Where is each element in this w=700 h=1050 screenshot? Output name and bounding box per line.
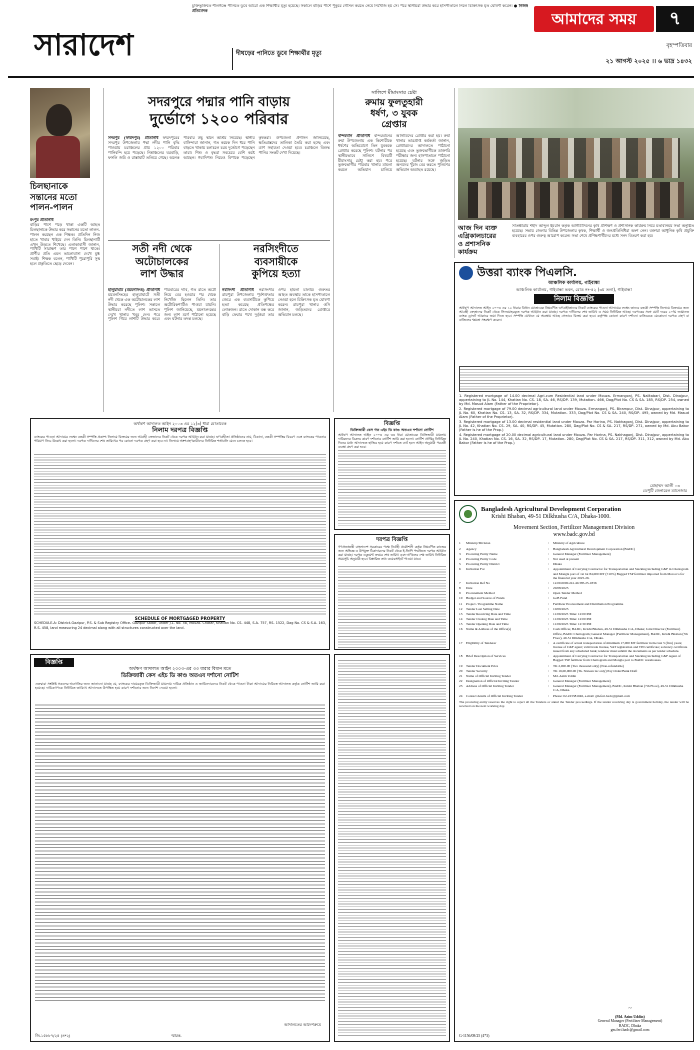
badc-row-colon: : [548, 611, 549, 616]
badc-row [459, 596, 689, 600]
bank-notice-body: অর্থঋণ আদালত আইন ২০০৩ এর ১২ ধারার বিধান মোতাবেক নিম্নবর্ণিত ঋণগ্রহীতাদের নিকট ব্যাংকের পাওনা আদায়ের লক্ষ্যে তাদের বন্ধকী সম্পত্তি নিলামে বিক্রয়ের জন্য আগ্রহী ক্রেতাদের নিকট থেকে সিলমোহরকৃত দরপত্র আহ্বান করা যাচ্ছে। দরপত্র দাখিলের শেষ তারিখ ও সময় নির্ধারিত আছে। দরপত্রের সঙ্গে মোট দরের ২০% জামানত ব্যাংক ড্রাফট আকারে জমা দিতে হবে। সম্পত্তি যেখানে যে অবস্থায় আছে সেভাবে বিক্রয় করা হবে। কর্তৃপক্ষ কোনো কারণ দর্শানো ব্যতিরেকে যেকোনো দরপত্র গ্রহণ বা বাতিলের ক্ষমতা সংরক্ষণ করেন। [459, 305, 689, 323]
badc-row [459, 591, 689, 595]
badc-row [459, 674, 689, 678]
badc-row-key: Budget and Source of Funds [466, 596, 505, 601]
rape-headline [338, 98, 450, 131]
schedule-item-2: 2. Registered mortgage of 79.00 decimal agricultural land under Mouza- Ermangonj, PS- Birampur, Dist- Dinajpur, appertaining to JL No. 60, Khatian No. CS- 13, SA- 32, RS/DP- 334, Mutation- 333, Dag/Plot No. CS & SA- 240, RS/DP- 495, owned by Md. Masud Alam (Father of the Proprietor). [459, 406, 689, 420]
badc-row-value: General Manager (Fertilizer Management), BADC, Krishi Bhaban (7th Floor), 49-51 Dilkhusha C/A, Dhaka. [553, 684, 684, 693]
mid-story-rule [108, 240, 330, 241]
page-number-badge [656, 6, 694, 32]
rape-headline-line1: রুমায় ফুলতুহারী [365, 98, 423, 108]
uttara-bank-auction-ad [454, 262, 694, 496]
caption-line1: আজ দিন ব্যক্ত [458, 224, 497, 232]
auction-tender-notice [30, 418, 330, 650]
badc-row-number: 22 [459, 679, 463, 684]
badc-row-colon: : [548, 585, 549, 590]
teaser-text: চুক্তিভুক্তিতে শীলগঞ্জে পানিতে ডুবে আরো এক শিক্ষার্থীর মৃত্যু হয়েছে। সকালে বাড়ির পাশে পুকুরে গোসল করতে নেমে নিখোঁজ হয় সে। পরে স্থানীয়রা উদ্ধার করে হাসপাতালে নিলে চিকিৎসক মৃত ঘোষণা করেন। [192, 4, 513, 8]
river-headline [108, 244, 216, 282]
badc-row [459, 694, 689, 698]
badc-row-value: Open Tender Method [553, 591, 582, 596]
schedule-item-4: 4. Registered mortgage of 20.00 decimal agricultural land under Mouza- Par Horina, PS- Nakhagonj, Dist- Dinajpur, appertaining to JL No. 240, Khatian No. CS- 16, SA- 32, RS/DP- 17, Mutation- 280, Dag/Plot No. CS & SA- 217, RS/DP- 311, 312, owned by Md. Abu Bakor (Father is he of the Prop.) [459, 432, 689, 446]
tender-title: দরপত্র বিজ্ঞপ্তি [376, 537, 408, 543]
badc-row-key: Tender Security [466, 668, 488, 673]
lead-headline-line2: দুর্ভোগে ১২০০ পরিবার [149, 110, 289, 128]
tender-body: গণপ্রজাতন্ত্রী বাংলাদেশ সরকারের পক্ষে নির্বাহী প্রকৌশলী কর্তৃক নিম্নবর্ণিত কাজের জন্য অভিজ্ঞ ও উপযুক্ত ঠিকাদারদের নিকট থেকে ই-জিপি পদ্ধতিতে দরপত্র আহ্বান করা যাচ্ছে। দরপত্র ডকুমেন্ট ক্রয়ের শেষ তারিখ এবং দাখিলের শেষ তারিখ নির্ধারিত সময়সূচি অনুযায়ী হবে। বিস্তারিত তথ্য ওয়েবসাইটে পাওয়া যাবে। [338, 544, 446, 561]
newspaper-logo [534, 6, 654, 32]
rape-story-body [338, 134, 450, 412]
badc-row-number: 15 [459, 622, 463, 627]
badc-row-value: Appointment of Carrying Contractor for Transportation and Stacking including C&F in Chattogram and Mongla port of 1st lot 84,000 MT (±10%) Bagged TSP fertilizer imported from Morocco for the financial year 2025-26. [553, 567, 689, 580]
badc-signature-mark: ~ [628, 1005, 632, 1012]
section-flag-headline: দীঘড়ের পানিতে ডুবে শিক্ষার্থীর মৃত্যু [236, 50, 322, 57]
badc-row-number: 6 [459, 567, 461, 572]
col-rule-river [219, 244, 220, 412]
badc-row [459, 617, 689, 621]
badc-row-number: 20 [459, 668, 463, 673]
auction-schedule-text: SCHEDULE-A: District-Gazipur, P.S. & Sub Registry Office- Gazipur Sadar, under J.L. No. 58, Mouza- Chatar, Khatian No. CS- 448, S.A- 757, RS- 1522, Dag No. CS & S.A- 163, R.S- 458, land measuring 24 decimal along with all structures constructed over the land. [34, 621, 326, 630]
bank-logo-icon [459, 266, 473, 280]
badc-row-value: 11/09/2025 Time: 12:00 PM [553, 611, 592, 616]
badc-ref: G-1156/08/25 (4*3) [459, 1034, 490, 1039]
badc-row-value: Appointment of Carrying Contractor for Transportation and Stacking including C&F Agent of Bagged TSP fertilizer from Chattogram and Mongla port to BADC warehouses. [553, 654, 681, 663]
badc-row-key: Tender Last Selling Date [466, 606, 500, 611]
badc-row-key: Tender Opening Date and Time [466, 622, 509, 627]
caption-line2: এগ্রিকালচারের [458, 232, 497, 240]
bottom-notice-subtitle2: ডিক্রিজারী কেস এইচ ডি কাণ্ড অতএব দর্শানো নোটিশ [121, 672, 239, 679]
badc-row-number: 8 [459, 585, 461, 590]
badc-row-key: Contact details of Official Inviting Tender [466, 693, 523, 698]
badc-row [459, 669, 689, 673]
badc-row-key: Ministry/Division [466, 541, 491, 546]
badc-row-number: 21 [459, 673, 463, 678]
rape-headline-line3: গ্রেপ্তার [381, 120, 407, 130]
bottom-notice-signoff: আদালতের আদেশক্রমে [284, 1022, 321, 1027]
badc-row-value: A certificate of actual transportation of minimum 17,000 MT fertilizer in the last 5 (five) years; license of C&F agent; valid trade license, VAT registration and TIN certificate; solvency certificate issued from any scheduled bank; tenderer must submit the documents as per tender schedule. [553, 640, 688, 654]
auction-subtitle: অর্থঋণ আদালত আইন ২০০৩ এর ১২(৩) ধারা মোতাবেক [133, 421, 227, 426]
badc-row [459, 679, 689, 683]
badc-row-colon: : [548, 622, 549, 627]
badc-row-key: Address of Official Inviting Tender [466, 684, 514, 689]
badc-row [459, 664, 689, 668]
badc-row [459, 586, 689, 590]
lead-headline [108, 94, 330, 128]
schedule-item-3: 3. Registered mortgage of 13.00 decimal residential land under Mouza- Par Horina, PS- Nakhagonj, Dist- Dinajpur, appertaining to JL No. 42, Khatian No. CS- 29, SA- 40, RS/DP- 45, Mutation- 280, Dag/Plot No. CS & SA- 217, RS/DP- 271, owned by Md. Abu Bakor (Father is he of the Prop.) [459, 419, 689, 433]
badc-row-colon: : [548, 668, 549, 673]
rape-body-text: বান্দরবানের রুমা উপজেলায় এক কিশোরীকে ধর্ষণের অভিযোগে তিন যুবককে গ্রেপ্তার করেছে পুলিশ। ঘটনার পর স্থানীয়ভাবে সালিশে বিষয়টি মীমাংসার চেষ্টা করা হয়। পরে ভুক্তভোগীর পরিবার থানায় মামলা করলে অভিযান চালিয়ে আসামিদের গ্রেপ্তার করা হয়। রুমা থানার ভারপ্রাপ্ত কর্মকর্তা জানান, গ্রেপ্তারদের আদালতে পাঠানো হয়েছে এবং ভুক্তভোগীকে ডাক্তারি পরীক্ষার জন্য হাসপাতালে পাঠানো হয়েছে। ঘটনার সঙ্গে জড়িত অন্যদের খুঁজে বের করতে পুলিশের অভিযান অব্যাহত রয়েছে। [338, 134, 450, 173]
issue-day: বৃহস্পতিবার [666, 43, 692, 49]
badc-dept: Movement Section, Fertilizer Management Division [513, 525, 635, 531]
issue-date: ২১ আগস্ট ২০২৫ ।। ৬ ভাদ্র ১৪৩২ [605, 58, 692, 65]
training-photo-caption [458, 224, 508, 256]
badc-row-colon: : [548, 580, 549, 585]
badc-row-value: Md. Azim Uddin [553, 673, 577, 678]
tender-notice [334, 534, 450, 650]
badc-row-value: Ministry of Agriculture [553, 541, 585, 546]
badc-row-colon: : [548, 627, 549, 632]
badc-row [459, 684, 689, 692]
badc-row-colon: : [548, 673, 549, 678]
badc-row-key: Date [466, 585, 473, 590]
badc-row-number: 16 [459, 627, 463, 632]
badc-row-number: 10 [459, 596, 463, 601]
river-body-text: ময়মনসিংহের হালুয়াঘাটে সতী নদী থেকে এক অটোচালকের লাশ উদ্ধার করেছে পুলিশ। সকালে স্থানীয়রা নদীতে লাশ ভাসতে দেখে থানায় খবর দেন। পরে পুলিশ গিয়ে লাশটি উদ্ধার করে। পরিবারের দাবি, গত রাতে অটো নিয়ে বের হওয়ার পর থেকে নিখোঁজ ছিলেন তিনি। তার অটোরিকশাটিও পাওয়া যায়নি। পুলিশ জানিয়েছে, ময়নাতদন্তের জন্য লাশ মর্গে পাঠানো হয়েছে এবং ঘটনার তদন্ত চলছে। [108, 288, 216, 322]
badc-row-colon: : [548, 693, 549, 698]
badc-row-number: 18 [459, 654, 463, 659]
badc-row-colon: : [548, 679, 549, 684]
auction-body-detail [34, 452, 326, 616]
teacher-headline [30, 182, 98, 214]
badc-row-colon: : [548, 546, 549, 551]
badc-note: The procuring entity reserves the right to reject all the Tenders or annul the Tender proceedings. If the tender receiving day is government holiday, the tender will be received on the next working day. [459, 699, 689, 708]
badc-row-number: 24 [459, 693, 463, 698]
badc-row-colon: : [548, 567, 549, 572]
notice-title-text: নিলাম বিজ্ঞপ্তি [553, 294, 595, 303]
badc-signature [575, 1007, 685, 1033]
decree-org: ডিক্রিজারী কেস গত এইচ ডি কাণ্ড অতএব দর্শানো নোটিশ [350, 427, 434, 432]
badc-row-number: 11 [459, 601, 463, 606]
murder-story-body [222, 288, 330, 412]
masthead-rule [8, 76, 694, 78]
bottom-left-ref: জি-১৫৮৮৭/২৫ (৪*২) [35, 1033, 71, 1039]
badc-row-colon: : [548, 541, 549, 546]
bottom-notice-detail [35, 702, 325, 1002]
badc-row-value: Fertilizer Procurement and Distribution Programme [553, 601, 624, 606]
badc-row [459, 547, 689, 551]
badc-row-key: Procuring Entity Code [466, 557, 497, 562]
caption-line3: ও প্রশাসনিক [458, 240, 491, 248]
col-rule-3 [454, 88, 455, 258]
badc-row [459, 612, 689, 616]
badc-row-number: 17 [459, 640, 463, 645]
schedule-item-1: 1. Registered mortgage of 14.00 decimal Agri-cum Residential land under Mouza- Ermangonj, PS- Nalitabari, Dist- Dinajpur, appertaining to JL No. 144, Khatian No. CS- 18, SA- 46, RS/DP- 139, Mutation- 466, Dag/Plot No. CS & SA- 185, RS/DP- 254, owned by Md. Masud Alam (Father of the Proprietor). [459, 393, 689, 407]
river-story-body [108, 288, 216, 412]
badc-row-value: Cash Officer, BADC, Krishi Bhaban, 49-51 Dilkhusha C/A, Dhaka; Joint Director (Fertilizer) Office, BADC Chattogram; General Manager (Fertilizer Management), BADC, Krishi Bhaban (7th Floor), 49-51 Dilkhusha C/A, Dhaka. [553, 627, 688, 640]
bottom-notice-title [34, 658, 74, 667]
badc-row [459, 552, 689, 556]
decree-notice [334, 418, 450, 530]
badc-org: Bangladesh Agricultural Development Corporation [481, 506, 622, 514]
masthead-teaser [192, 4, 528, 36]
badc-row-colon: : [548, 606, 549, 611]
badc-address: Krishi Bhaban, 49-51 Dilkhusha C/A, Dhaka-1000. [491, 514, 611, 521]
murder-headline-line1: নরসিংদীতে [253, 244, 299, 255]
rape-dateline: বান্দরবান প্রতিনিধি [338, 134, 371, 138]
badc-row-number: 7 [459, 580, 461, 585]
badc-row-value: 20/08/2025 [553, 585, 569, 590]
badc-row-colon: : [548, 562, 549, 567]
badc-row-value: Dhaka [553, 562, 562, 567]
badc-row-colon: : [548, 617, 549, 622]
teacher-headline-line3: পালন-পালন [30, 203, 73, 213]
badc-row-key: Invitation Ref No [466, 580, 490, 585]
training-body-text: সাতক্ষীরায় শহীদ আব্দুল ইমরান কর্তৃক আগামীদিনের কৃষি প্রশিক্ষণ ও প্রশাসনিক কার্যক্রম নিয়ে মতবিনিময় সভা অনুষ্ঠিত হয়েছে। সভায় জেলার বিভিন্ন উপজেলার কৃষক, শিক্ষার্থী ও জনপ্রতিনিধিরা অংশ নেন। বক্তারা আধুনিক কৃষি প্রযুক্তি ব্যবহারের ওপর গুরুত্ব আরোপ করেন। সভা শেষে প্রশিক্ষণার্থীদের মধ্যে সনদ বিতরণ করা হয়। [512, 224, 694, 238]
badc-row [459, 607, 689, 611]
badc-row-colon: : [548, 596, 549, 601]
badc-row-key: Eligibility of Tenderer [466, 640, 497, 645]
badc-row-value: TK 16,00,000.00 (Tk. Sixteen lac only) Pay Order/Bank Draft [553, 668, 638, 673]
murder-headline-line3: কুপিয়ে হত্যা [251, 269, 301, 280]
bottom-notice-subtitle: অর্থঋণ আদালত আইন ২০০৩-এর ৩৩ ধারার বিধান মতে [128, 667, 232, 672]
badc-row [459, 654, 689, 662]
badc-row-value: GoB Fund [553, 596, 568, 601]
lead-body-text: ফরিদপুরের সদরপুর উপজেলায় পদ্মা নদীর পানি বৃদ্ধি পাওয়ায় চরাঞ্চলের প্রায় ১২০০ পরিবার পানিবন্দি হয়ে পড়েছে। নিম্নাঞ্চলের ঘরবাড়ি, ফসলি জমি ও রাস্তাঘাট তলিয়ে গেছে। অনেক পরিবার উঁচু স্থানে আশ্রয় নিয়েছে। স্থানীয় বাসিন্দারা জানান, গত কয়েক দিন ধরে পানি বাড়তে থাকায় চলাচলে চরম দুর্ভোগে পড়েছেন তারা। শিশু ও বৃদ্ধরা সবচেয়ে বেশি কষ্টে আছেন। গবাদিপশু নিয়েও বিপাকে পড়েছেন কৃষকরা। উপজেলা প্রশাসন জানিয়েছে, ক্ষতিগ্রস্তদের তালিকা তৈরি করা হচ্ছে এবং ত্রাণ সহায়তা দেওয়া হবে। চরাঞ্চলে বিশুদ্ধ পানির সংকট দেখা দিয়েছে। [108, 136, 330, 160]
badc-row-key: Tender Receiving Date and Time [466, 611, 511, 616]
badc-row-number: 5 [459, 562, 461, 567]
badc-row-value: 12.00.0000.241.40.385.25-1836 [553, 580, 597, 585]
badc-row-number: 19 [459, 663, 463, 668]
lead-headline-line1: সদরপুরে পদ্মার পানি বাড়ায় [148, 95, 290, 110]
badc-row-number: 2 [459, 546, 461, 551]
badc-row-number: 1 [459, 541, 461, 546]
murder-dateline: নরসিংদী প্রতিনিধি [222, 288, 254, 292]
badc-row [459, 641, 689, 653]
badc-row-number: 14 [459, 617, 463, 622]
badc-row-number: 12 [459, 606, 463, 611]
badc-row-key: Invitation For [466, 567, 485, 572]
teacher-headline-line2: সন্তানের মতো [30, 192, 78, 203]
badc-row [459, 581, 689, 585]
badc-tender-notice [454, 500, 694, 1042]
badc-row [459, 602, 689, 606]
badc-row-number: 9 [459, 591, 461, 596]
river-headline-line3: লাশ উদ্ধার [140, 269, 184, 280]
decree-long-notice [334, 654, 450, 1042]
bank-notice-title [534, 294, 614, 304]
caption-line4: কার্যক্রম [458, 248, 478, 256]
decree-long-detail [338, 658, 446, 1038]
badc-row-value: Phone: 02-223381046, e-mail: gm.fert.badc@gmail.com [553, 693, 630, 698]
badc-row-number: 23 [459, 684, 463, 689]
lead-dateline: সদরপুর (ফরিদপুর) প্রতিনিধি [108, 136, 159, 140]
col-rule-2 [333, 88, 334, 412]
tender-detail [338, 564, 446, 650]
logo-text: আমাদের সময় [551, 9, 637, 28]
badc-row [459, 557, 689, 561]
rape-story-kicker: সালিশে মীমাংসার চেষ্টা [371, 90, 417, 96]
badc-row-colon: : [548, 654, 549, 659]
training-story-body [512, 224, 694, 258]
bank-amount-table [459, 366, 689, 392]
badc-row-key: Project / Programme Name [466, 601, 504, 606]
badc-row-value: General Manager (Fertilizer Management) [553, 551, 611, 556]
rape-headline-line2: ধর্ষণ, ৩ যুবক [370, 109, 418, 119]
badc-row-value: TK 2,000.00 (Two thousand only) (Non-refundable) [553, 663, 624, 668]
bank-branch: আঞ্চলিক কার্যালয়, গাইবান্ধা [548, 281, 600, 286]
badc-row-value: Not used at present [553, 557, 580, 562]
teacher-body-text: বাড়ির পাশে পড়ে থাকা একটি আহত চিলছানাকে উদ্ধার করে সন্তানের মতো লালন-পালন করছেন এক শিক্ষক। প্রতিদিন নিজ হাতে খাবার খাইয়ে দেন তিনি। চিলছানাটি এখন উড়তে শিখেছে। এলাকাবাসী জানান, পাখিটি সারাক্ষণ তার পাশে পাশে থাকে। প্রাণীর প্রতি এমন ভালোবাসা দেখে মুগ্ধ সবাই। শিক্ষক বলেন, পাখিটি পুরোপুরি সুস্থ হলে প্রকৃতিতে ছেড়ে দেবেন। [30, 221, 100, 267]
bottom-left-notice [30, 654, 330, 1042]
bottom-mid-ref: স্মারক- [171, 1033, 182, 1039]
murder-headline-line2: ব্যবসায়ীকে [254, 256, 298, 268]
badc-row [459, 622, 689, 626]
badc-row-colon: : [548, 640, 549, 645]
decree-title: বিজ্ঞপ্তি [384, 421, 400, 427]
badc-sign-title: General Manager (Fertilizer Management) [597, 1019, 663, 1024]
decree-body: অর্থঋণ আদালত আইন ২০০৩ এর ৩৩ ধারা মোতাবেক ডিক্রিজারী মামলায় দায়িকদের বিরুদ্ধে কারণ দর্শানোর নোটিশ জারি করা হলো। নোটিশ প্রাপ্তির নির্ধারিত দিনের মধ্যে আদালতে হাজির হয়ে কারণ দর্শাতে ব্যর্থ হলে আইন অনুযায়ী পরবর্তী ব্যবস্থা গ্রহণ করা হবে। [338, 433, 446, 449]
badc-row-key: Tender Closing Date and Time [466, 617, 508, 622]
badc-row-colon: : [548, 663, 549, 668]
badc-row-key: Name of Official Inviting Tender [466, 673, 511, 678]
auction-body: ব্যাংকের পাওনা আদায়ের লক্ষ্যে বন্ধকী সম্পত্তি প্রকাশ্য নিলামে বিক্রয়ের জন্য আগ্রহী ক্রেতাদের নিকট থেকে দরপত্র আহ্বান করা যাচ্ছে। ঋণগ্রহীতা প্রতিষ্ঠানের নাম, ঠিকানা, বন্ধকী সম্পত্তির বিবরণ এবং ব্যাংকের পাওনার পরিমাণ নিচে উল্লেখ করা হলো। দরপত্র দাখিলের শেষ তারিখের পর কোনো দরপত্র গ্রহণ করা হবে না। নিলামে অংশগ্রহণকারীদের নির্ধারিত শর্তাবলি মেনে চলতে হবে। [34, 435, 326, 444]
badc-row [459, 627, 689, 639]
badc-row-key: Procurement Method [466, 591, 495, 596]
bank-logo-row [455, 263, 693, 281]
bank-schedule-list [455, 394, 693, 490]
badc-row [459, 562, 689, 566]
badc-row-colon: : [548, 601, 549, 606]
badc-row-value: General Manager (Fertilizer Management) [553, 679, 611, 684]
lead-story-body [108, 136, 330, 236]
badc-rows [455, 541, 693, 697]
badc-sign-org: BADC, Dhaka [618, 1023, 642, 1028]
badc-row-number: 3 [459, 551, 461, 556]
badc-web: www.badc.gov.bd [553, 532, 595, 539]
badc-row-key: Designation of Official Inviting Tender [466, 679, 520, 684]
badc-sign-mail: gm.fert.badc@gmail.com [610, 1028, 650, 1033]
decree-detail [338, 448, 446, 526]
river-headline-line1: সতী নদী থেকে [132, 244, 192, 255]
badc-row-key: Procuring Entity District [466, 562, 500, 567]
teacher-chick-photo [30, 88, 90, 178]
badc-row-number: 13 [459, 611, 463, 616]
badc-row-key: Procuring Entity Name [466, 551, 498, 556]
badc-sign-name: (Md. Azim Uddin) [615, 1014, 645, 1019]
auction-schedule-heading: SCHEDULE OF MORTGAGED PROPERTY [134, 616, 226, 622]
badc-row [459, 541, 689, 545]
badc-row-key: Brief Description of Services [466, 654, 506, 659]
badc-row-key: Agency [466, 546, 477, 551]
murder-body-text: নরসিংদীর রায়পুরা উপজেলায় পূর্বশত্রুতার জেরে এক ব্যবসায়ীকে কুপিয়ে হত্যা করেছে প্রতিপক্ষের লোকজন। রাতে দোকান বন্ধ করে বাড়ি ফেরার পথে দুর্বৃত্তরা তার ওপর হামলা চালায়। গুরুতর আহত অবস্থায় তাকে হাসপাতালে নেওয়া হলে চিকিৎসক মৃত ঘোষণা করেন। রায়পুরা থানার ওসি জানান, জড়িতদের গ্রেপ্তারে অভিযান চলছে। [222, 288, 330, 317]
bottom-notice-title-text: বিজ্ঞপ্তি [45, 659, 63, 666]
bank-signoff: মোহাম্মদ আলী ০৩ ডেপুটি জেনারেল ম্যানেজার [642, 483, 687, 493]
teacher-headline-line1: চিলছানাকে [30, 182, 68, 192]
badc-row-value: 10/09/2025 [553, 606, 569, 611]
badc-row [459, 567, 689, 579]
badc-row-value: 11/09/2025 Time: 12:30 PM [553, 622, 592, 627]
badc-row-key: Tender Document Price [466, 663, 499, 668]
auction-title: নিলাম দরপত্র বিজ্ঞপ্তি [152, 426, 208, 434]
river-dateline: হালুয়াঘাট (ময়মনসিংহ) প্রতিনিধি [108, 288, 160, 292]
badc-row-key: Name & Address of the Office(s) [466, 627, 512, 632]
badc-row-colon: : [548, 551, 549, 556]
teaser-credit: ● নিজস্ব প্রতিবেদক [192, 4, 528, 13]
murder-headline [222, 244, 330, 282]
badc-logo-icon [459, 505, 477, 523]
badc-row-value: 11/09/2025 Time: 12:00 PM [553, 617, 592, 622]
badc-row-number: 4 [459, 557, 461, 562]
river-headline-line2: অটোচালকের [135, 256, 189, 268]
teacher-dateline: রংপুর প্রতিনিধি [30, 218, 54, 222]
bank-address: আঞ্চলিক কার্যালয়, গাইবান্ধা ভবন, রোড নং-৫২ (৩য় তলা), গাইবান্ধা [516, 286, 632, 292]
badc-header [455, 501, 693, 525]
section-title: সারাদেশ [34, 28, 134, 63]
col-rule-1 [103, 88, 104, 412]
badc-row-colon: : [548, 557, 549, 562]
page-number: ৭ [669, 7, 681, 29]
training-event-photo [458, 88, 694, 220]
badc-row-colon: : [548, 684, 549, 689]
bank-name: উত্তরা ব্যাংক পিএলসি. [477, 266, 578, 280]
badc-row-colon: : [548, 591, 549, 596]
badc-row-value: Bangladesh Agricultural Development Corporation (BADC) [553, 546, 635, 551]
flag-divider [232, 48, 233, 70]
bottom-notice-body: এতদ্বারা সংশ্লিষ্ট সকলের অবগতির জন্য জানানো যাচ্ছে যে, ব্যাংকের দায়েরকৃত ডিক্রিজারী মামলায় দায়িক প্রতিষ্ঠান ও জামিনদারদের নিকট থেকে পাওনা টাকা আদায়ের নিমিত্তে আদালত কর্তৃক নোটিশ জারি করা হয়েছে। দায়িকগণকে নির্ধারিত তারিখে আদালতে উপস্থিত হয়ে কারণ দর্শানোর জন্য নির্দেশ দেওয়া হলো। [35, 681, 325, 690]
teacher-story-body [30, 218, 100, 410]
